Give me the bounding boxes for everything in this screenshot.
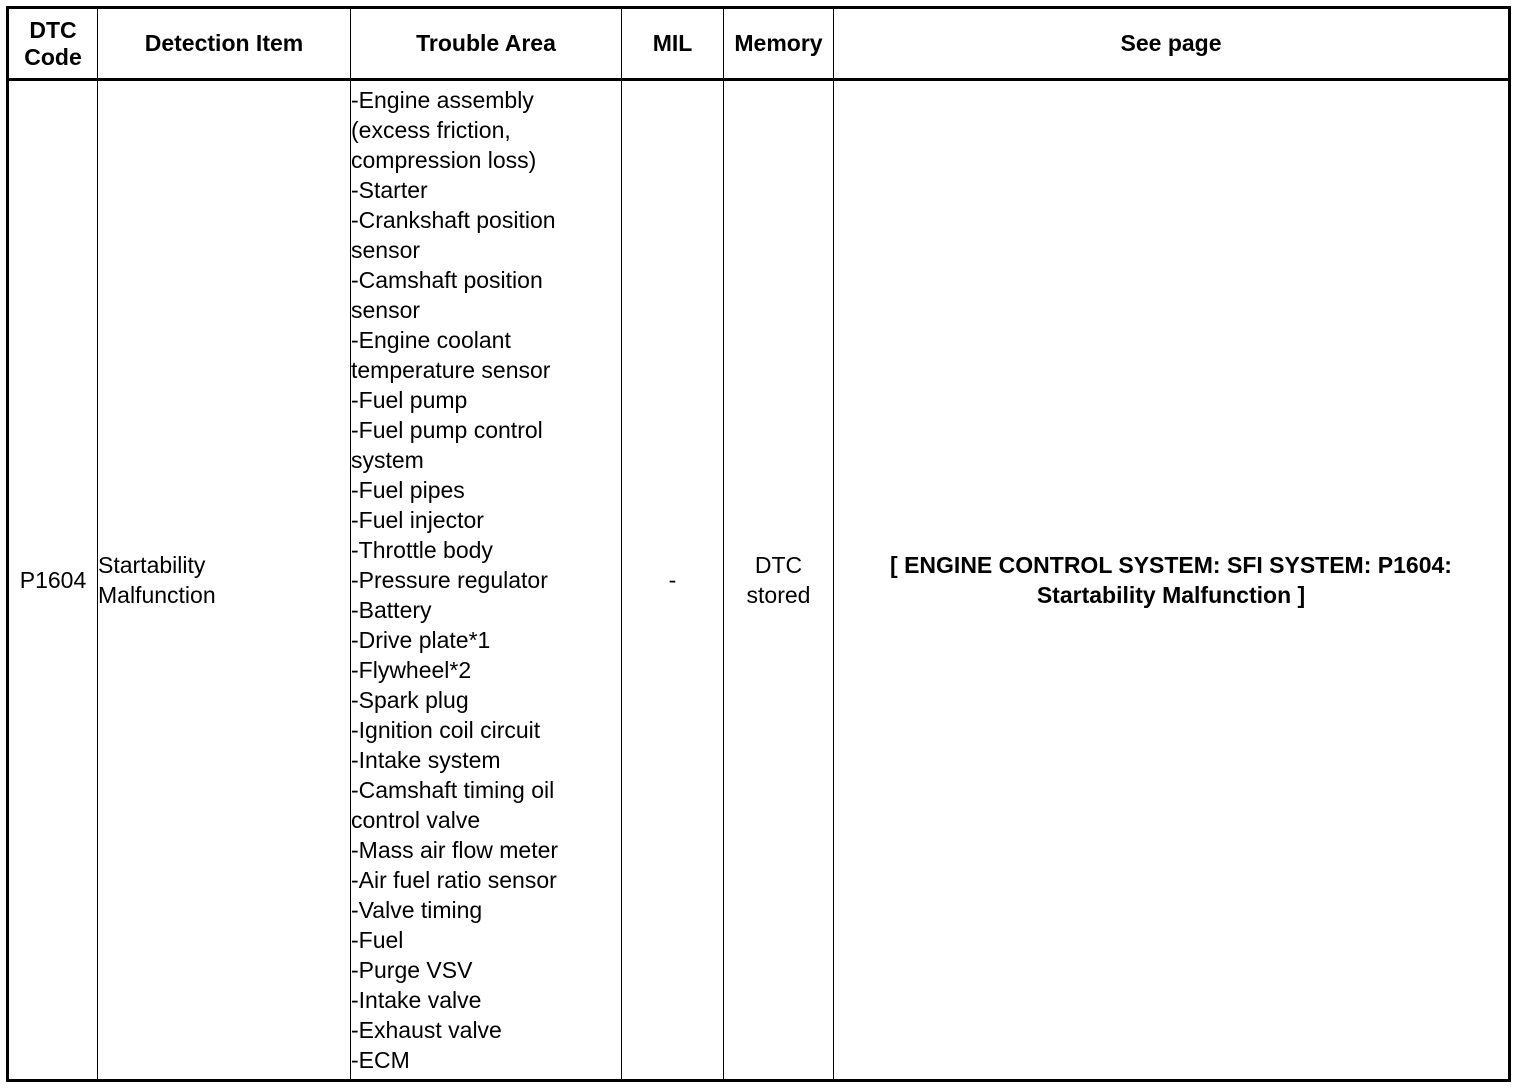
trouble-area-item: -ECM <box>351 1047 410 1073</box>
trouble-area-item: -Fuel <box>351 927 404 953</box>
header-memory: Memory <box>724 8 834 80</box>
trouble-area-item: -Engine assembly <box>351 87 534 113</box>
header-detection-item: Detection Item <box>98 8 351 80</box>
header-trouble-area: Trouble Area <box>351 8 622 80</box>
header-dtc-code <box>8 8 98 80</box>
trouble-area-item: -Crankshaft position <box>351 207 556 233</box>
trouble-area-item: -Spark plug <box>351 687 469 713</box>
trouble-area-item: -Valve timing <box>351 897 483 923</box>
trouble-area-item: -Fuel pipes <box>351 477 465 503</box>
header-row <box>8 8 1510 80</box>
trouble-area-item: -Intake valve <box>351 987 482 1013</box>
trouble-area-item: -Flywheel*2 <box>351 657 472 683</box>
trouble-area-item: -Purge VSV <box>351 957 473 983</box>
trouble-area-item: control valve <box>351 807 481 833</box>
trouble-area-item: -Exhaust valve <box>351 1017 502 1043</box>
trouble-area-item: -Fuel pump control <box>351 417 543 443</box>
see-page-link-line: [ ENGINE CONTROL SYSTEM: SFI SYSTEM: P1604: <box>890 552 1452 578</box>
trouble-area-item: -Camshaft timing oil <box>351 777 555 803</box>
trouble-area-item: -Engine coolant <box>351 327 511 353</box>
dtc-code-cell: P1604 <box>8 80 98 1081</box>
trouble-area-item: -Starter <box>351 177 428 203</box>
memory-line: stored <box>746 582 811 608</box>
see-page-link-line: Startability Malfunction ] <box>1036 582 1306 608</box>
trouble-area-item: -Air fuel ratio sensor <box>351 867 557 893</box>
trouble-area-item: -Throttle body <box>351 537 493 563</box>
trouble-area-item: -Fuel injector <box>351 507 484 533</box>
detection-item-cell <box>98 80 351 1081</box>
trouble-area-item: temperature sensor <box>351 357 551 383</box>
trouble-area-item: -Fuel pump <box>351 387 468 413</box>
detection-item-line: Startability <box>98 552 206 578</box>
trouble-area-item: -Pressure regulator <box>351 567 548 593</box>
trouble-area-item: -Ignition coil circuit <box>351 717 541 743</box>
trouble-area-item: (excess friction, <box>351 117 511 143</box>
trouble-area-cell <box>351 80 622 1081</box>
header-mil: MIL <box>622 8 724 80</box>
detection-item-line: Malfunction <box>98 582 216 608</box>
table-row <box>8 80 1510 1081</box>
trouble-area-item: -Camshaft position <box>351 267 543 293</box>
memory-line: DTC <box>754 552 803 578</box>
dtc-table <box>6 6 1511 1082</box>
trouble-area-item: sensor <box>351 237 421 263</box>
trouble-area-item: -Mass air flow meter <box>351 837 559 863</box>
trouble-area-item: -Battery <box>351 597 432 623</box>
see-page-cell <box>834 80 1510 1081</box>
mil-cell: - <box>622 80 724 1081</box>
trouble-area-item: sensor <box>351 297 421 323</box>
trouble-area-item: system <box>351 447 424 473</box>
header-dtc-code-line1: DTC <box>29 16 77 43</box>
header-dtc-code-line2: Code <box>24 43 82 70</box>
memory-cell <box>724 80 834 1081</box>
header-see-page: See page <box>834 8 1510 80</box>
trouble-area-item: -Drive plate*1 <box>351 627 491 653</box>
trouble-area-item: -Intake system <box>351 747 501 773</box>
trouble-area-item: compression loss) <box>351 147 537 173</box>
